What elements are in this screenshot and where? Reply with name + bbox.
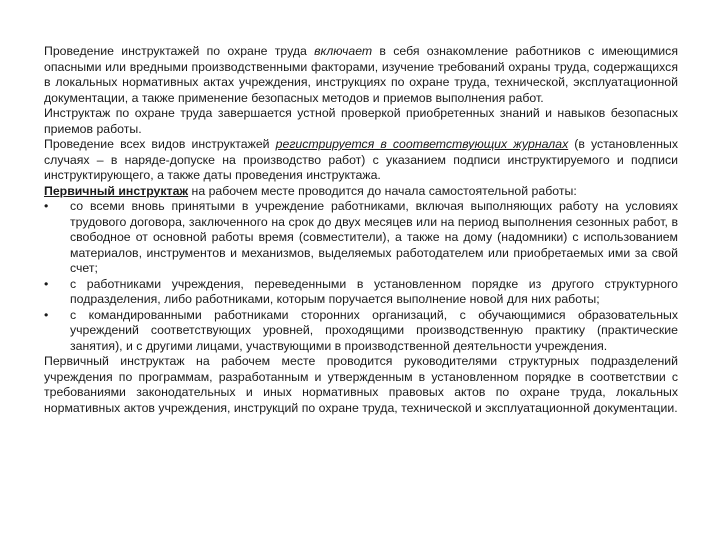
bullet-marker: • xyxy=(44,199,49,213)
bullet-marker: • xyxy=(44,307,49,322)
paragraph-instruction-completion: Инструктаж по охране труда завершается устной проверкой приобретенных знаний и навыков безопасных приемов работы. xyxy=(44,106,678,136)
bullet-text: с командированными работниками сторонних организаций, с обучающимися образовательных учреждений соответствующих уровней, проходящими производственную практику (практические занятия), и с другими лицами, участвующими в производственной деятельности учреждения. xyxy=(70,307,678,353)
text-run: в себя ознакомление работников с имеющимися опасными или вредными производственными факторами, изучение требований охраны труда, содержащихся в локальных нормативных актах учреждения, инструкциях по охране труда, технической, эксплуатационной документации, а также применение безопасных методов и приемов выполнения работ. xyxy=(44,44,678,105)
emphasis-includes: включает xyxy=(314,44,373,58)
text-run: Проведение инструктажей по охране труда xyxy=(44,44,315,58)
bullet-text: с работниками учреждения, переведенными в установленном порядке из другого структурного подразделения, либо работниками, которым поручается выполнение новой для них работы; xyxy=(70,276,678,306)
emphasis-registered-in-journals: регистрируется в соответствующих журналах xyxy=(275,137,569,151)
document-body xyxy=(44,44,678,416)
paragraph-primary-briefing xyxy=(44,184,678,200)
paragraph-who-conducts: Первичный инструктаж на рабочем месте проводится руководителями структурных подразделений учреждения по программам, разработанным и утвержденным в установленном порядке в соответствии с требованиями законодательных и иных нормативных правовых актов по охране труда, локальных нормативных актов учреждения, инструкций по охране труда, технической и эксплуатационной документации. xyxy=(44,354,678,415)
heading-primary-briefing: Первичный инструктаж xyxy=(44,183,189,198)
text-run: на рабочем месте проводится до начала самостоятельной работы: xyxy=(188,183,577,198)
bullet-marker: • xyxy=(44,276,49,291)
bullet-text: со всеми вновь принятыми в учреждение работниками, включая выполняющих работу на условиях трудового договора, заключенного на срок до двух месяцев или на период выполнения сезонных работ, в свободное от основной работы время (совместители), а также на дому (надомники) с использованием материалов, инструментов и механизмов, выделяемых работодателем или приобретаемых ими за свой счет; xyxy=(70,199,678,275)
bullet-item xyxy=(44,199,678,277)
text-run: Проведение всех видов инструктажей xyxy=(44,137,276,151)
bullet-item xyxy=(44,277,678,308)
text-run: (в установленных случаях – в наряде-допуске на производство работ) с указанием подписи инструктируемого и подписи инструктирующего, а также даты проведения инструктажа. xyxy=(44,137,678,182)
paragraph-instruction-content xyxy=(44,44,678,106)
bullet-item xyxy=(44,308,678,355)
paragraph-registration xyxy=(44,137,678,184)
